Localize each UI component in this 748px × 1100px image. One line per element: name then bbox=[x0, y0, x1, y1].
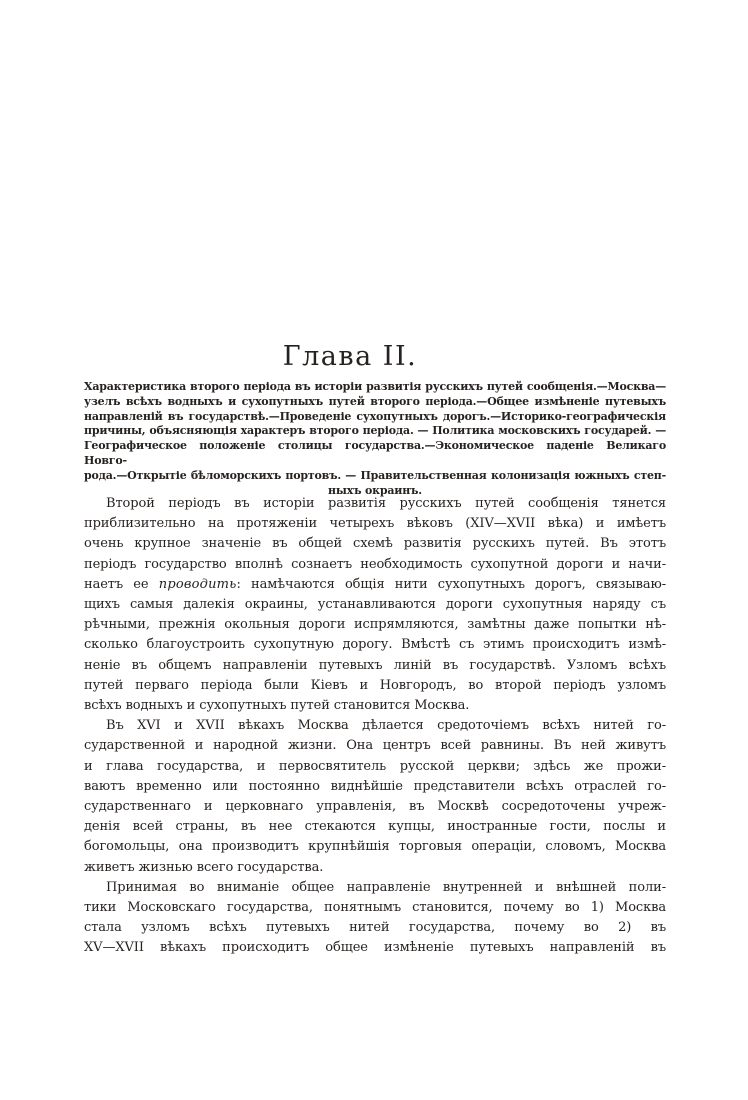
text-line: ныхъ окраинъ. bbox=[328, 483, 422, 497]
text-line: причины, объясняющія характеръ второго періода. — Политика московскихъ государей. — bbox=[84, 424, 666, 438]
text-line: наетъ ее проводить: намѣчаются общія нити сухопутныхъ дорогъ, связываю- bbox=[84, 576, 667, 592]
text-line: путей перваго періода были Кіевъ и Новгородъ, во второй періодъ узломъ bbox=[84, 677, 666, 693]
text-line: стала узломъ всѣхъ путевыхъ нитей государства, почему во 2) въ bbox=[84, 920, 666, 936]
text-line: XV—XVII вѣкахъ происходитъ общее измѣненіе путевыхъ направленій въ bbox=[84, 940, 666, 956]
paragraph bbox=[84, 878, 666, 959]
text-line: Второй періодъ въ исторіи развитія русскихъ путей сообщенія тянется bbox=[106, 496, 666, 511]
italic-word: проводить bbox=[158, 576, 237, 592]
text-line: Географическое положеніе столицы государства.—Экономическое паденіе Великаго Новго- bbox=[84, 439, 666, 467]
text-line: сколько благоустроить сухопутную дорогу. Вмѣстѣ съ этимъ происходитъ измѣ- bbox=[84, 637, 666, 653]
text-line: сударственнаго и церковнаго управленія, въ Москвѣ сосредоточены учреж- bbox=[84, 799, 666, 815]
text-line: рѣчными, прежнія окольныя дороги испрямляются, замѣтны даже попытки нѣ- bbox=[84, 617, 666, 633]
text-line: Принимая во вниманіе общее направленіе внутренней и внѣшней поли- bbox=[106, 879, 666, 895]
text-line: узелъ всѣхъ водныхъ и сухопутныхъ путей второго періода.—Общее измѣненіе путевыхъ bbox=[84, 394, 666, 408]
text-line: рода.—Открытіе бѣломорскихъ портовъ. — Правительственная колонизація южныхъ степ- bbox=[84, 468, 666, 482]
body-text bbox=[84, 494, 666, 959]
text-line: Въ XVI и XVII вѣкахъ Москва дѣлается средоточіемъ всѣхъ нитей го- bbox=[106, 718, 666, 734]
chapter-summary bbox=[84, 380, 666, 498]
text-line: очень крупное значеніе въ общей схемѣ развитія русскихъ путей. Въ этотъ bbox=[84, 536, 666, 552]
text-line: приблизительно на протяженіи четырехъ вѣковъ (XIV—XVII вѣка) и имѣетъ bbox=[84, 516, 666, 532]
chapter-heading: Глава II. bbox=[282, 341, 418, 372]
text-line: денія всей страны, въ нее стекаются купцы, иностранные гости, послы и bbox=[84, 819, 666, 835]
text-line: Характеристика второго періода въ исторіи развитія русскихъ путей сообщенія.—Москва— bbox=[84, 380, 666, 393]
text-line: направленій въ государствѣ.—Проведеніе сухопутныхъ дорогъ.—Историко-географическія bbox=[84, 409, 666, 423]
text-line: сударственной и народной жизни. Она центръ всей равнины. Въ ней живутъ bbox=[84, 738, 666, 754]
text-line: богомольцы, она производитъ крупнѣйшія торговыя операціи, словомъ, Москва bbox=[84, 839, 666, 855]
text-line: щихъ самыя далекія окраины, устанавливаются дороги сухопутныя наряду съ bbox=[84, 597, 666, 613]
paragraph bbox=[84, 716, 666, 878]
text-line: ваютъ временно или постоянно виднѣйшіе представители всѣхъ отраслей го- bbox=[84, 778, 666, 794]
text-line: всѣхъ водныхъ и сухопутныхъ путей становится Москва. bbox=[84, 698, 470, 714]
paragraph bbox=[84, 494, 666, 716]
text-line: неніе въ общемъ направленіи путевыхъ линій въ государствѣ. Узломъ всѣхъ bbox=[84, 657, 666, 673]
text-line: тики Московскаго государства, понятнымъ становится, почему во 1) Москва bbox=[84, 900, 666, 916]
text-line: живетъ жизнью всего государства. bbox=[84, 859, 324, 875]
text-line: и глава государства, и первосвятитель русской церкви; здѣсь же прожи- bbox=[84, 758, 666, 774]
text-line: періодъ государство вполнѣ сознаетъ необходимость сухопутной дороги и начи- bbox=[84, 556, 666, 572]
